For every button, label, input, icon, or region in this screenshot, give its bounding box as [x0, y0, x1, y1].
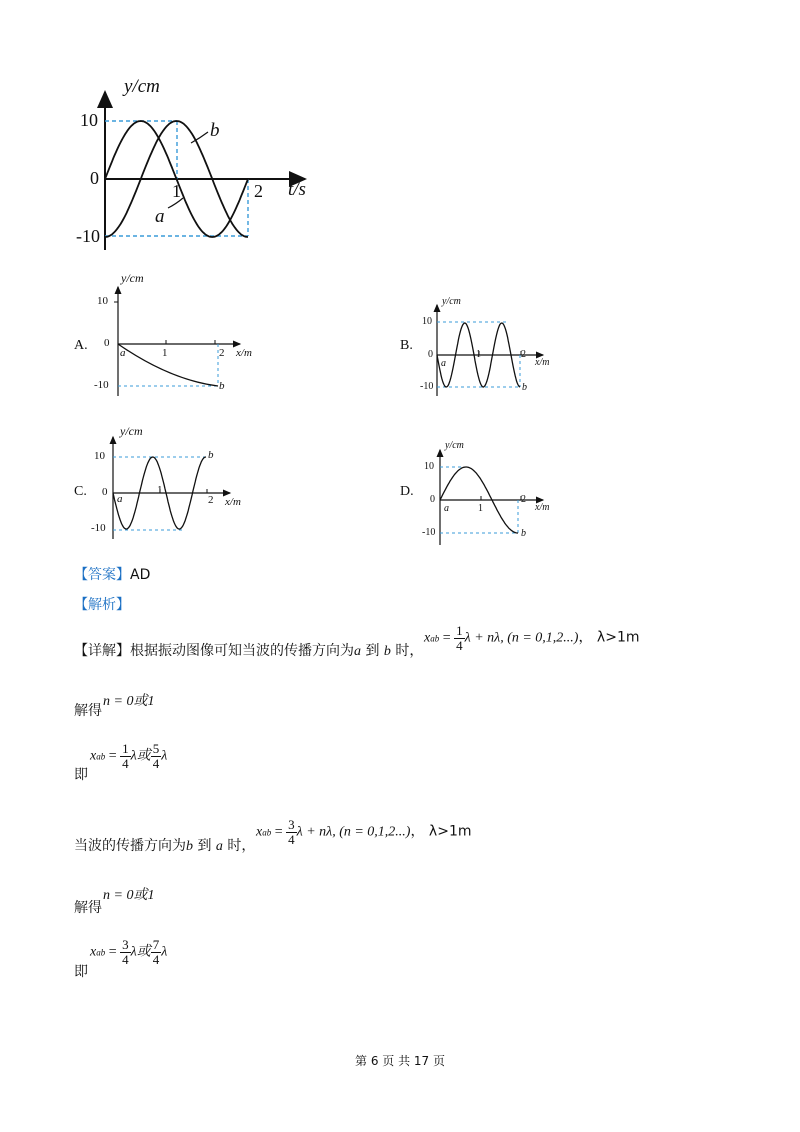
option-b-y-label: y/cm: [442, 296, 461, 307]
option-a-x-label: x/m: [236, 347, 252, 359]
detail-line-1-to: 到: [361, 643, 384, 659]
line-6-eq: =: [105, 944, 121, 960]
option-c-point-a: a: [117, 493, 123, 505]
option-b-y-top: 10: [422, 316, 432, 327]
line-4-a: a: [215, 839, 223, 854]
detail-tag: 【详解】: [74, 643, 130, 659]
line-3-end: λ: [161, 748, 168, 764]
line-5-pre: 解得: [74, 900, 102, 916]
option-d-point-b: b: [521, 528, 526, 539]
option-b-point-b: b: [522, 382, 527, 393]
option-a-y-label: y/cm: [121, 271, 144, 285]
formula-1-eq: =: [439, 630, 455, 646]
detail-line-2: [74, 700, 102, 720]
main-y-bottom: -10: [76, 226, 100, 246]
option-b-graph: [437, 305, 543, 396]
formula-1-post: λ + nλ, (n = 0,1,2...): [464, 630, 579, 646]
line-6-x: x: [90, 944, 97, 960]
detail-line-1-a: a: [354, 644, 361, 659]
line-6-f2-den: 4: [152, 952, 160, 967]
line-4-x: x: [256, 824, 263, 840]
option-c-y-label: y/cm: [120, 424, 143, 438]
option-d-y-label: y/cm: [445, 440, 464, 451]
option-a-point-a: a: [120, 347, 126, 359]
formula-1-den: 4: [456, 638, 463, 653]
line-4-cond: ， λ>1m: [410, 823, 472, 840]
line-4-b: b: [186, 839, 193, 854]
formula-1-sub: ab: [430, 633, 440, 644]
option-a-y-top: 10: [97, 295, 108, 307]
line-6-frac-1: [120, 938, 131, 967]
option-b-x-2: 2: [521, 349, 526, 360]
answer-value: AD: [130, 567, 151, 583]
line-4-frac: [286, 818, 297, 847]
line-6-end: λ: [161, 944, 168, 960]
option-c-x-2: 2: [208, 494, 214, 506]
option-c-y-bottom: -10: [91, 522, 106, 534]
option-b-label[interactable]: B.: [400, 338, 413, 353]
formula-1-num: 1: [456, 623, 463, 638]
detail-line-6: [74, 961, 88, 981]
main-y-zero: 0: [90, 168, 99, 188]
detail-line-2-formula: [103, 690, 154, 710]
line-6-sub: ab: [96, 947, 106, 958]
line-6-f1-den: 4: [122, 952, 129, 967]
line-4-text: 当波的传播方向为: [74, 838, 186, 854]
option-a-wave: [118, 344, 218, 386]
main-x-label: t/s: [288, 179, 306, 200]
line-2-formula-text: n = 0或1: [103, 694, 155, 709]
line-3-x: x: [90, 748, 97, 764]
option-d-graph: [440, 450, 543, 545]
option-b-y-bottom: -10: [420, 381, 434, 392]
main-graph: [105, 92, 305, 250]
line-3-pre: 即: [74, 767, 88, 783]
line-3-mid: λ或: [130, 748, 151, 764]
option-d-x-2: 2: [521, 494, 526, 505]
page-footer: 第 6 页 共 17 页: [355, 1054, 445, 1068]
answer-line: [74, 564, 150, 584]
line-4-post: λ + nλ, (n = 0,1,2...): [296, 824, 411, 840]
line-4-den: 4: [288, 832, 295, 847]
formula-1-x: x: [424, 630, 431, 646]
line-2-pre: 解得: [74, 703, 102, 719]
curve-a-label: a: [155, 206, 165, 227]
option-c-x-label: x/m: [225, 496, 241, 508]
option-c-x-1: 1: [157, 484, 163, 496]
main-x-2: 2: [254, 181, 263, 201]
line-4-to: 到: [193, 838, 216, 854]
line-6-pre: 即: [74, 964, 88, 980]
option-a-point-b: b: [219, 380, 225, 392]
main-y-top: 10: [80, 110, 98, 130]
analysis-tag: 【解析】: [74, 597, 130, 613]
option-d-label[interactable]: D.: [400, 484, 414, 499]
option-c-y-top: 10: [94, 450, 105, 462]
curve-b-label: b: [210, 120, 220, 141]
formula-1-frac: [454, 624, 465, 653]
option-a-x-1: 1: [162, 347, 168, 359]
option-b-point-a: a: [441, 358, 446, 369]
detail-line-5: [74, 897, 102, 917]
detail-line-4-formula: [256, 818, 472, 847]
detail-line-1-text: 根据振动图像可知当波的传播方向为: [130, 643, 354, 659]
detail-line-1: [74, 640, 423, 660]
option-d-y-bottom: -10: [422, 527, 436, 538]
main-y-label: y/cm: [124, 76, 160, 97]
line-4-when: 时，: [222, 838, 256, 854]
line-3-eq: =: [105, 748, 121, 764]
detail-line-5-formula: [103, 884, 154, 904]
detail-line-1-when: 时，: [390, 643, 424, 659]
option-b-x-label: x/m: [535, 357, 550, 368]
line-5-formula-text: n = 0或1: [103, 888, 155, 903]
option-a-y-zero: 0: [104, 337, 110, 349]
line-6-f1-num: 3: [122, 937, 129, 952]
option-d-point-a: a: [444, 503, 449, 514]
main-x-1: 1: [172, 181, 181, 201]
line-3-f1-num: 1: [122, 741, 129, 756]
detail-line-4: [74, 835, 255, 855]
line-4-sub: ab: [262, 827, 272, 838]
option-c-y-zero: 0: [102, 486, 108, 498]
option-a-y-bottom: -10: [94, 379, 109, 391]
option-c-label[interactable]: C.: [74, 484, 87, 499]
line-3-f2-num: 5: [152, 741, 160, 756]
detail-line-1-formula: [424, 624, 640, 653]
line-6-f2-num: 7: [152, 937, 160, 952]
line-3-f1-den: 4: [122, 756, 129, 771]
line-3-sub: ab: [96, 751, 106, 762]
line-3-frac-2: [151, 742, 162, 771]
option-c-point-b: b: [208, 449, 214, 461]
detail-line-3: [74, 764, 88, 784]
line-6-mid: λ或: [130, 944, 151, 960]
option-d-x-label: x/m: [535, 502, 550, 513]
option-b-x-1: 1: [476, 349, 481, 360]
detail-line-1-b: b: [383, 644, 391, 659]
line-3-f2-den: 4: [152, 756, 160, 771]
option-d-y-top: 10: [424, 461, 434, 472]
line-3-frac-1: [120, 742, 131, 771]
answer-tag: 【答案】: [74, 567, 130, 583]
option-d-y-zero: 0: [430, 494, 435, 505]
option-b-y-zero: 0: [428, 349, 433, 360]
line-4-eq: =: [271, 824, 287, 840]
line-4-num: 3: [288, 817, 295, 832]
option-a-label[interactable]: A.: [74, 338, 88, 353]
formula-1-cond: ， λ>1m: [578, 629, 640, 646]
detail-line-3-formula: [90, 742, 167, 771]
option-d-x-1: 1: [478, 503, 483, 514]
line-6-frac-2: [151, 938, 162, 967]
detail-line-6-formula: [90, 938, 167, 967]
option-a-x-2: 2: [219, 347, 225, 359]
